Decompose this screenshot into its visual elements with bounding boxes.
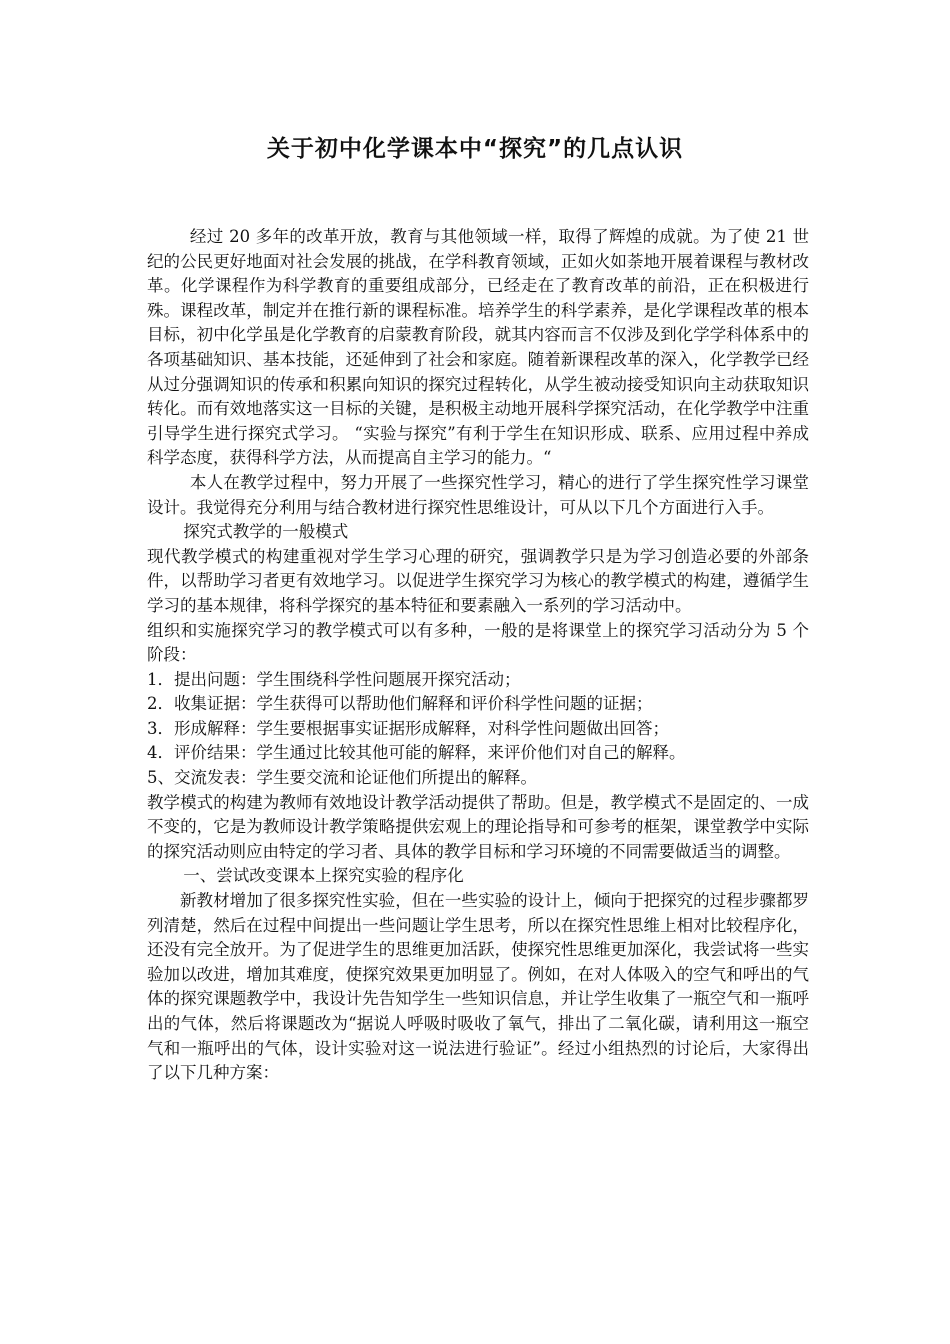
document-body <box>147 225 809 1086</box>
section-heading-one: 一、尝试改变课本上探究实验的程序化 <box>183 866 464 886</box>
document-title: 关于初中化学课本中“探究”的几点认识 <box>266 136 684 162</box>
paragraph-stages-intro: 组织和实施探究学习的教学模式可以有多种，一般的是将课堂上的探究学习活动分为 5 个阶段： <box>147 620 809 665</box>
paragraph-model-description: 现代教学模式的构建重视对学生学习心理的研究，强调教学只是为学习创造必要的外部条件，以帮助学习者更有效地学习。以促进学生探究学习为核心的教学模式的构建，遵循学生学习的基本规律，将科学探究的基本特征和要素融入一系列的学习活动中。 <box>147 546 809 615</box>
paragraph-personal: 本人在教学过程中，努力开展了一些探究性学习，精心的进行了学生探究性学习课堂设计。我觉得充分利用与结合教材进行探究性思维设计，可从以下几个方面进行入手。 <box>147 472 809 517</box>
paragraph-model-note: 教学模式的构建为教师有效地设计教学活动提供了帮助。但是，教学模式不是固定的、一成不变的，它是为教师设计教学策略提供宏观上的理论指导和可参考的框架，课堂教学中实际的探究活动则应由特定的学习者、具体的教学目标和学习环境的不同需要做适当的调整。 <box>147 792 809 861</box>
list-item: 1．提出问题：学生围绕科学性问题展开探究活动； <box>147 669 521 689</box>
list-item: 4．评价结果：学生通过比较其他可能的解释，来评价他们对自己的解释。 <box>147 743 686 763</box>
list-item: 2．收集证据：学生获得可以帮助他们解释和评价科学性问题的证据； <box>147 694 653 714</box>
list-item: 3．形成解释：学生要根据事实证据形成解释，对科学性问题做出回答； <box>147 718 669 738</box>
paragraph-intro: 经过 20 多年的改革开放，教育与其他领域一样，取得了辉煌的成就。为了使 21 世纪的公民更好地面对社会发展的挑战，在学科教育领域，正如火如荼地开展着课程与教材改革。化学课程作为科学教育的重要组成部分，已经走在了教育改革的前沿，正在积极进行殊。课程改革，制定并在推行新的课程标准。培养学生的科学素养，是化学课程改革的根本目标，初中化学虽是化学教育的启蒙教育阶段，就其内容而言不仅涉及到化学学科体系中的各项基础知识、基本技能，还延伸到了社会和家庭。随着新课程改革的深入，化学教学已经从过分强调知识的传承和积累向知识的探究过程转化，从学生被动接受知识向主动获取知识转化。而有效地落实这一目标的关键，是积极主动地开展科学探究活动，在化学教学中注重引导学生进行探究式学习。 “实验与探究”有利于学生在知识形成、联系、应用过程中养成科学态度，获得科学方法，从而提高自主学习的能力。“ <box>147 227 809 468</box>
paragraph-section-one: 新教材增加了很多探究性实验，但在一些实验的设计上，倾向于把探究的过程步骤都罗列清楚，然后在过程中间提出一些问题让学生思考，所以在探究性思维上相对比较程序化，还没有完全放开。为了促进学生的思维更加活跃，使探究性思维更加深化，我尝试将一些实验加以改进，增加其难度，使探究效果更加明显了。例如，在对人体吸入的空气和呼出的气体的探究课题教学中，我设计先告知学生一些知识信息，并让学生收集了一瓶空气和一瓶呼出的气体，然后将课题改为“据说人呼吸时吸收了氧气，排出了二氧化碳，请利用这一瓶空气和一瓶呼出的气体，设计实验对这一说法进行验证”。经过小组热烈的讨论后，大家得出了以下几种方案： <box>147 891 809 1083</box>
section-heading-model: 探究式教学的一般模式 <box>183 522 349 542</box>
list-item: 5、交流发表：学生要交流和论证他们所提出的解释。 <box>147 768 537 788</box>
